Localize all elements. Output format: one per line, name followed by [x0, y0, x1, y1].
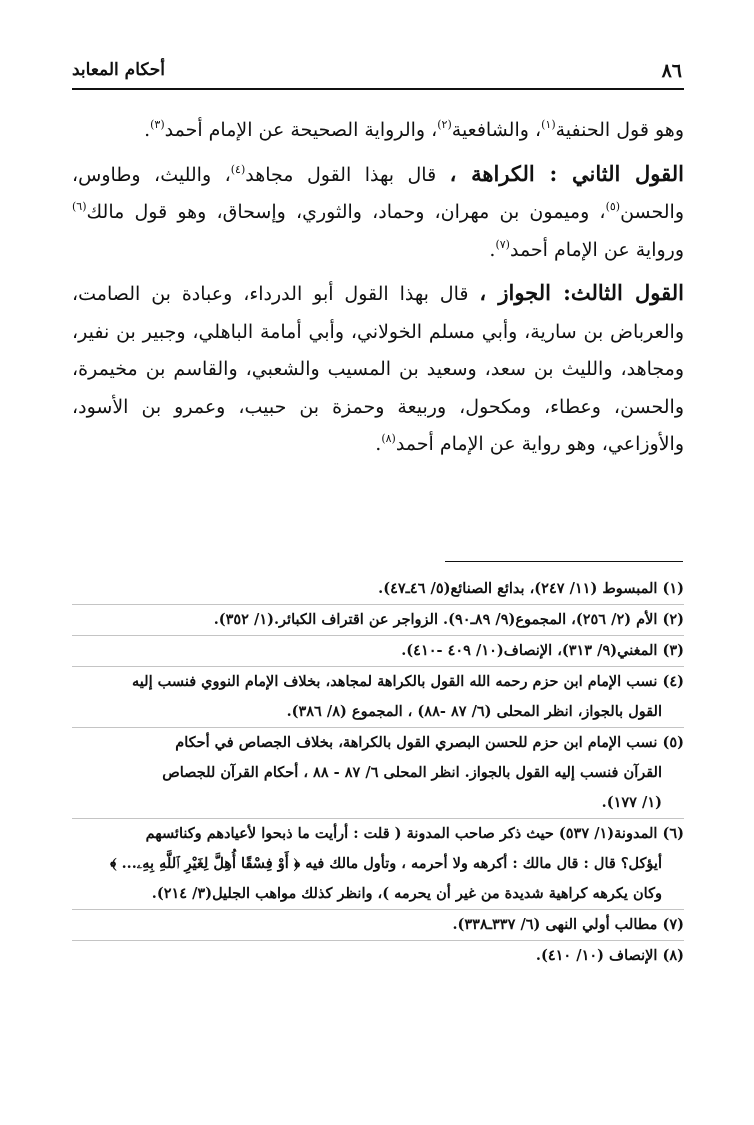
second-view-heading: القول الثاني : الكراهة ،: [449, 160, 685, 186]
footnote: (٦) المدونة(١/ ٥٣٧) حيث ذكر صاحب المدونة ( قلت : أرأيت ما ذبحوا لأعيادهم وكنائسهم أيؤكل؟ قال : قال مالك : أكرهه ولا أحرمه ، وتأول مالك فيه ﴿ أَوْ فِسْقًا أُهِلَّ لِغَيْرِ ٱللَّهِ بِهِۦ... ﴾ وكان يكرهه كراهية شديدة من غير أن يحرمه )، وانظر كذلك مواهب الجليل(٣/ ٢١٤).: [72, 818, 684, 909]
footnote-ref: (٣): [150, 118, 165, 131]
footnote-ref: (٨): [381, 432, 396, 445]
footnote: (٥) نسب الإمام ابن حزم للحسن البصري القول بالكراهة، بخلاف الجصاص في أحكام القرآن فنسب إليه القول بالجواز. انظر المحلى ٦/ ٨٧ - ٨٨ ، أحكام القرآن للجصاص (١/ ١٧٧).: [72, 727, 684, 818]
body-text: [72, 112, 684, 464]
footnote: (٢) الأم (٢/ ٢٥٦)، المجموع(٩/ ٨٩ـ٩٠). الزواجر عن اقتراف الكبائر.(١/ ٣٥٢).: [72, 604, 684, 635]
footnote: (١) المبسوط (١١/ ٢٤٧)، بدائع الصنائع(٥/ ٤٦ـ٤٧).: [378, 580, 684, 597]
footnote: (٣) المغني(٩/ ٣١٣)، الإنصاف(١٠/ ٤٠٩ -٤١٠).: [72, 635, 684, 666]
footnote-ref: (٦): [72, 200, 87, 213]
footnote-ref: (١): [541, 118, 556, 131]
paragraph-second-view: القول الثاني : الكراهة ، قال بهذا القول مجاهد$^{(٤)}$، والليث، وطاوس، والحسن$^{(٥)}$، وميمون بن مهران، وحماد، والثوري، وإسحاق، وهو قول مالك$^{(٦)}$ ورواية عن الإمام أحمد$^{(٧)}$.: [72, 160, 685, 261]
footnote-ref: (٢): [437, 118, 452, 131]
running-title: أحكام المعابد: [72, 60, 166, 80]
third-view-heading: القول الثالث: الجواز ،: [479, 280, 684, 305]
footnote-ref: (٥): [605, 200, 621, 213]
page-number: ٨٦: [661, 60, 682, 82]
footnote-ref: (٤): [230, 162, 246, 176]
paragraph-hanafi-view: وهو قول الحنفية$^{(١)}$، والشافعية$^{(٢)}$، والرواية الصحيحة عن الإمام أحمد$^{(٣)}$.: [144, 118, 684, 141]
footnote: (٨) الإنصاف (١٠/ ٤١٠).: [72, 940, 684, 971]
footnote: (٧) مطالب أولي النهى (٦/ ٣٣٧ـ٣٣٨).: [72, 909, 684, 940]
header-rule: [72, 88, 684, 90]
footnote-ref: (٧): [495, 237, 510, 251]
footnote-rule: [445, 561, 683, 562]
paragraph-third-view: القول الثالث: الجواز ، قال بهذا القول أبو الدرداء، وعبادة بن الصامت، والعرباض بن سارية، وأبي مسلم الخولاني، وأبي أمامة الباهلي، وجبير بن نفير، ومجاهد، والليث بن سعد، وسعيد بن المسيب والشعبي، والقاسم بن مخيمرة، والحسن، وعطاء، ومكحول، وربيعة وحمزة بن حبيب، وعمرو بن الأسود، والأوزاعي، وهو رواية عن الإمام أحمد$^{(٨)}$.: [72, 280, 684, 455]
footnote: (٤) نسب الإمام ابن حزم رحمه الله القول بالكراهة لمجاهد، بخلاف الإمام النووي فنسب إليه القول بالجواز، انظر المحلى (٦/ ٨٧ -٨٨) ، المجموع (٨/ ٣٨٦).: [72, 666, 684, 727]
page-header: [72, 56, 682, 86]
footnotes: [72, 574, 684, 971]
